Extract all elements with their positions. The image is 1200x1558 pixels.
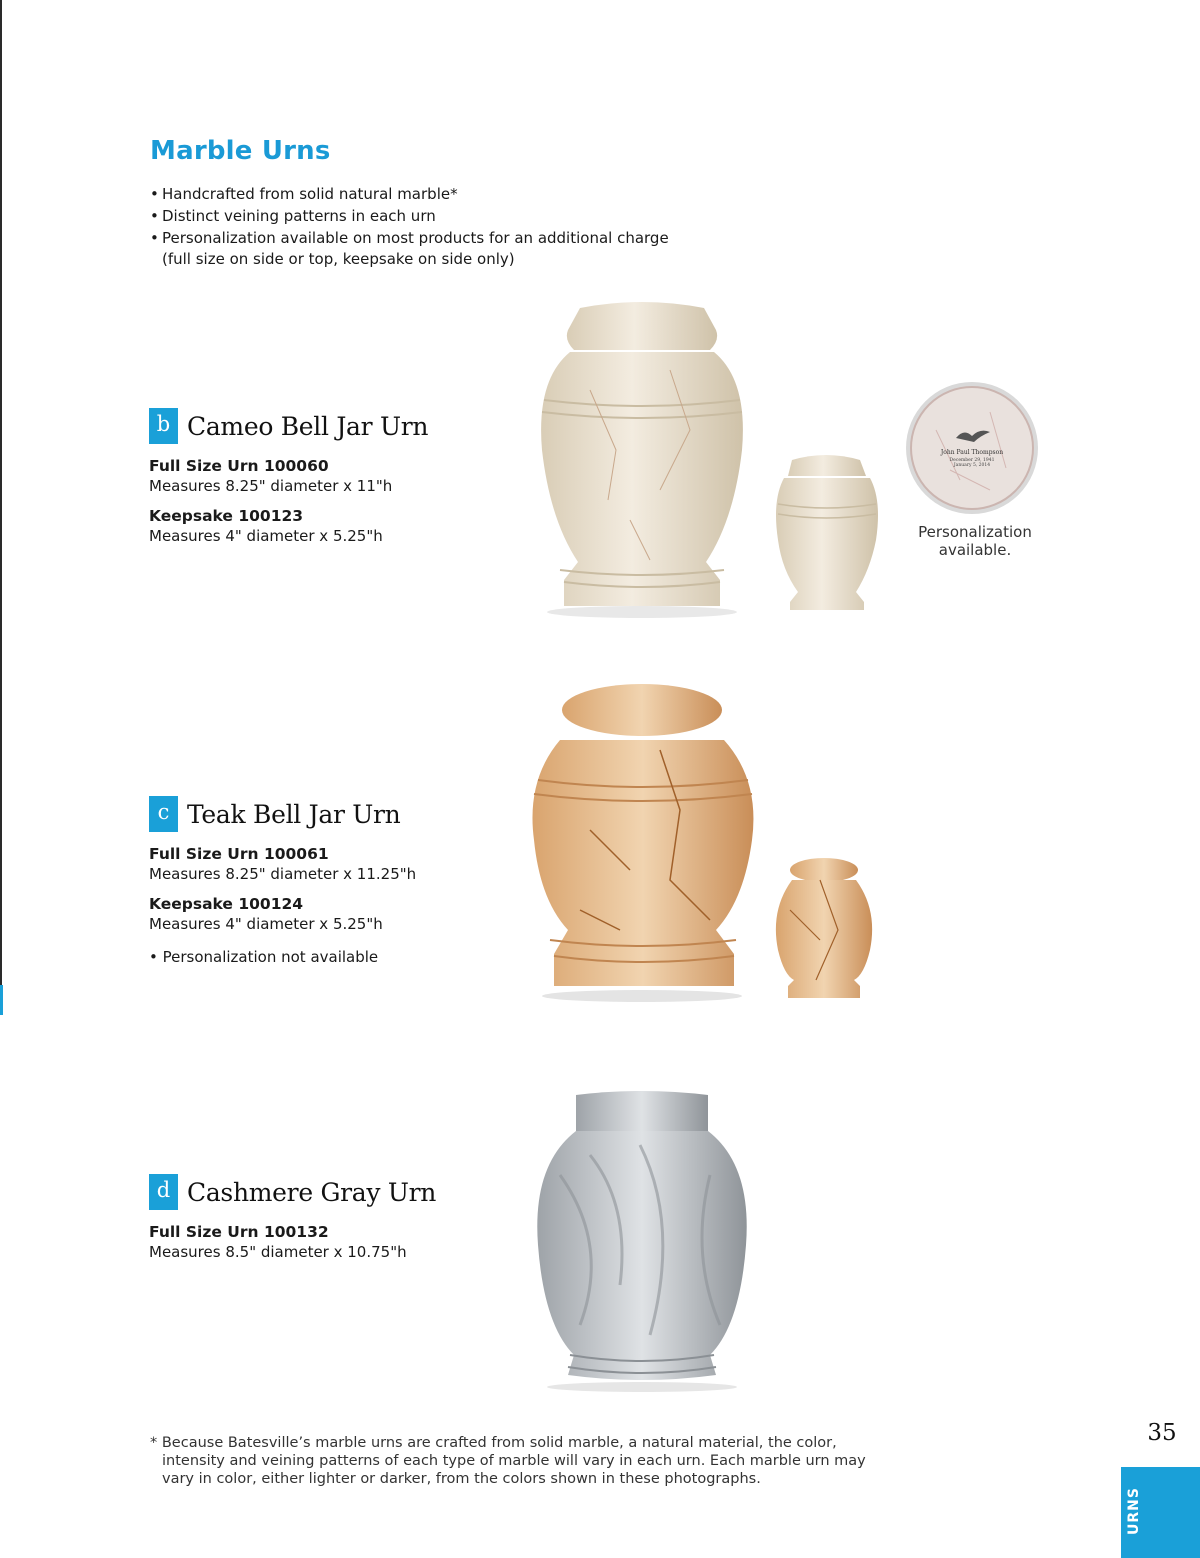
spec-keepsake: [149, 894, 416, 934]
product-title: Cameo Bell Jar Urn: [187, 411, 429, 441]
plaque-born: December 29, 1941: [949, 458, 995, 463]
spec-measure: Measures 8.5" diameter x 10.75"h: [149, 1243, 407, 1261]
product-cashmere: [149, 1174, 436, 1262]
feature-item: • Personalization available on most products for an additional charge (full size on side or top, keepsake on side only): [150, 228, 670, 270]
personalization-note: • Personalization not available: [149, 948, 379, 966]
product-teak: [149, 796, 416, 966]
page-edge-line: [0, 0, 2, 1015]
spec-heading: Full Size Urn 100061: [149, 845, 329, 863]
spec-full-size: [149, 1222, 436, 1262]
plaque-died: January 5, 2014: [953, 463, 991, 468]
note-text: Personalization not available: [162, 948, 379, 966]
spec-measure: Measures 4" diameter x 5.25"h: [149, 527, 383, 545]
cashmere-urn-image: [520, 1085, 770, 1395]
product-letter-badge: c: [149, 796, 178, 832]
spec-keepsake: [149, 506, 428, 546]
page-title: Marble Urns: [150, 136, 331, 166]
spec-heading: Keepsake 100124: [149, 895, 304, 913]
product-title: Teak Bell Jar Urn: [187, 799, 401, 829]
product-letter-badge: b: [149, 408, 178, 444]
spec-full-size: [149, 456, 428, 496]
page-number: 35: [1147, 1420, 1177, 1446]
spec-full-size: [149, 844, 416, 884]
section-tab-label: URNS: [1126, 1487, 1142, 1535]
product-cameo: [149, 408, 428, 546]
spec-measure: Measures 8.25" diameter x 11"h: [149, 477, 393, 495]
footnote: * Because Batesville’s marble urns are crafted from solid marble, a natural material, the color, intensity and veining patterns of each type of marble will vary in each urn. Each marble urn may vary in color, either lighter or darker, from the colors shown in these photographs.: [150, 1435, 866, 1487]
cameo-urn-image: [520, 300, 1060, 620]
spec-heading: Full Size Urn 100132: [149, 1223, 329, 1241]
page-edge-accent: [0, 985, 3, 1015]
feature-item: • Handcrafted from solid natural marble*: [150, 184, 670, 205]
spec-measure: Measures 8.25" diameter x 11.25"h: [149, 865, 417, 883]
product-title: Cashmere Gray Urn: [187, 1177, 437, 1207]
product-letter-badge: d: [149, 1174, 178, 1210]
feature-list: [150, 184, 670, 271]
teak-urn-image: [520, 680, 900, 1010]
spec-measure: Measures 4" diameter x 5.25"h: [149, 915, 383, 933]
spec-heading: Full Size Urn 100060: [149, 457, 329, 475]
personalization-caption: Personalization available.: [918, 523, 1032, 559]
spec-heading: Keepsake 100123: [149, 507, 304, 525]
plaque-name: John Paul Thompson: [940, 449, 1004, 456]
feature-item: • Distinct veining patterns in each urn: [150, 206, 670, 227]
